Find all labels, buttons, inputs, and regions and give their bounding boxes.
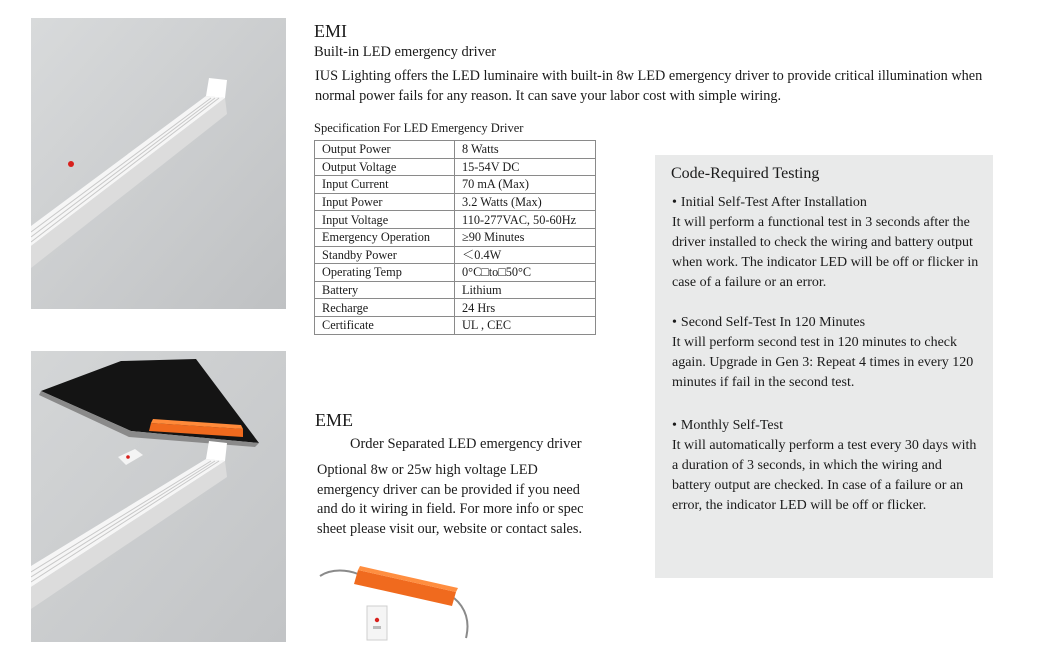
spec-value: 15-54V DC xyxy=(455,158,596,176)
spec-table xyxy=(314,140,596,335)
spec-row xyxy=(315,299,596,317)
test-text: It will perform second test in 120 minutes to check again. Upgrade in Gen 3: Repeat 4 times in every 120 minutes if fail in the second test. xyxy=(672,335,974,390)
luminaire-photo-separated xyxy=(31,351,286,642)
spec-row xyxy=(315,281,596,299)
spec-value: Lithium xyxy=(455,281,596,299)
spec-row xyxy=(315,211,596,229)
test-text: It will automatically perform a test every 30 days with a duration of 3 seconds, in which the wiring and battery output are checked. In case of a failure or an error, the indicator LED will be off or flicker. xyxy=(672,438,977,513)
spec-value: UL , CEC xyxy=(455,316,596,334)
spec-key: Emergency Operation xyxy=(315,228,455,246)
spec-key: Output Voltage xyxy=(315,158,455,176)
test-heading: Monthly Self-Test xyxy=(680,418,783,433)
spec-key: Input Current xyxy=(315,176,455,194)
eme-subtitle: Order Separated LED emergency driver xyxy=(350,436,582,452)
spec-row xyxy=(315,176,596,194)
bullet-icon: • xyxy=(672,195,677,210)
test-monthly xyxy=(672,416,984,516)
spec-value: ＜0.4W xyxy=(455,246,596,264)
spec-value: 110-277VAC, 50-60Hz xyxy=(455,211,596,229)
spec-value: 0°C□to□50°C xyxy=(455,264,596,282)
luminaire-photo-builtin xyxy=(31,18,286,309)
emi-subtitle: Built-in LED emergency driver xyxy=(314,44,497,60)
spec-row xyxy=(315,246,596,264)
bullet-icon: • xyxy=(672,418,677,433)
spec-table-caption: Specification For LED Emergency Driver xyxy=(314,121,524,135)
emi-description: IUS Lighting offers the LED luminaire with built-in 8w LED emergency driver to provide critical illumination when normal power fails for any reason. It can save your labor cost with simple wiring. xyxy=(315,68,983,104)
spec-row xyxy=(315,141,596,159)
test-initial xyxy=(672,193,984,293)
spec-key: Battery xyxy=(315,281,455,299)
spec-value: 8 Watts xyxy=(455,141,596,159)
spec-key: Output Power xyxy=(315,141,455,159)
emi-title: EMI xyxy=(314,21,347,41)
spec-row xyxy=(315,228,596,246)
spec-value: ≥90 Minutes xyxy=(455,228,596,246)
bullet-icon: • xyxy=(672,315,677,330)
spec-key: Certificate xyxy=(315,316,455,334)
spec-value: 3.2 Watts (Max) xyxy=(455,193,596,211)
spec-key: Recharge xyxy=(315,299,455,317)
spec-value: 70 mA (Max) xyxy=(455,176,596,194)
spec-value: 24 Hrs xyxy=(455,299,596,317)
spec-row xyxy=(315,264,596,282)
spec-row xyxy=(315,316,596,334)
testing-title: Code-Required Testing xyxy=(671,165,820,182)
test-heading: Second Self-Test In 120 Minutes xyxy=(680,315,866,330)
spec-row xyxy=(315,158,596,176)
testing-panel xyxy=(655,155,993,578)
driver-photo xyxy=(318,562,478,644)
eme-title: EME xyxy=(315,410,353,430)
test-heading: Initial Self-Test After Installation xyxy=(680,195,867,210)
eme-description: Optional 8w or 25w high voltage LED emergency driver can be provided if you need and do it wiring in field. For more info or spec sheet please visit our, website or contact sales. xyxy=(317,462,584,537)
test-second xyxy=(672,313,984,393)
spec-key: Standby Power xyxy=(315,246,455,264)
spec-key: Input Voltage xyxy=(315,211,455,229)
spec-row xyxy=(315,193,596,211)
spec-key: Operating Temp xyxy=(315,264,455,282)
test-text: It will perform a functional test in 3 seconds after the driver installed to check the wiring and battery output when work. The indicator LED will be off or flicker in case of a failure or an error. xyxy=(672,215,979,290)
spec-key: Input Power xyxy=(315,193,455,211)
